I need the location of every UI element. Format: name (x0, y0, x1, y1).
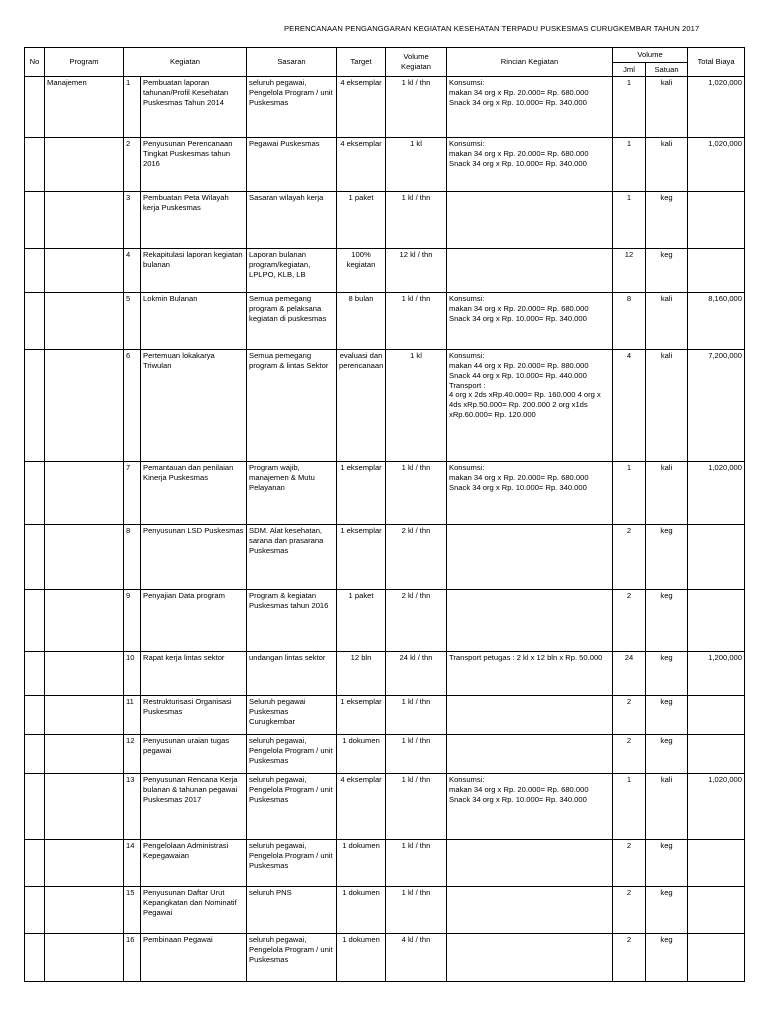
program-cell (45, 192, 124, 249)
sasaran-cell: Seluruh pegawai Puskesmas Curugkembar (247, 696, 337, 735)
total-biaya-cell (688, 696, 745, 735)
kegiatan-no-cell: 13 (124, 774, 141, 840)
satuan-cell: keg (646, 840, 688, 887)
total-biaya-cell (688, 735, 745, 774)
program-cell (45, 293, 124, 350)
row-no-cell (25, 696, 45, 735)
col-header-target: Target (337, 48, 386, 77)
row-no-cell (25, 462, 45, 525)
col-header-kegiatan: Kegiatan (124, 48, 247, 77)
jml-cell: 2 (613, 840, 646, 887)
kegiatan-no-cell: 16 (124, 934, 141, 982)
kegiatan-cell: Penyusunan Rencana Kerja bulanan & tahunan pegawai Puskesmas 2017 (141, 774, 247, 840)
table-row (25, 887, 745, 934)
sasaran-cell: Program & kegiatan Puskesmas tahun 2016 (247, 590, 337, 652)
row-no-cell (25, 293, 45, 350)
satuan-cell: keg (646, 696, 688, 735)
col-header-no: No (25, 48, 45, 77)
sasaran-cell: Semua pemegang program & lintas Sektor (247, 350, 337, 462)
volume-kegiatan-cell: 1 kl / thn (386, 735, 447, 774)
kegiatan-no-cell: 1 (124, 77, 141, 138)
rincian-cell (447, 525, 613, 590)
volume-kegiatan-cell: 24 kl / thn (386, 652, 447, 696)
volume-kegiatan-cell: 12 kl / thn (386, 249, 447, 293)
total-biaya-cell: 1,020,000 (688, 462, 745, 525)
table-row (25, 192, 745, 249)
total-biaya-cell (688, 525, 745, 590)
document-title: PERENCANAAN PENGANGGARAN KEGIATAN KESEHATAN TERPADU PUSKESMAS CURUGKEMBAR TAHUN 2017 (284, 24, 700, 33)
volume-kegiatan-cell: 1 kl / thn (386, 696, 447, 735)
row-no-cell (25, 77, 45, 138)
satuan-cell: kali (646, 462, 688, 525)
total-biaya-cell (688, 934, 745, 982)
volume-kegiatan-cell: 2 kl / thn (386, 590, 447, 652)
sasaran-cell: seluruh pegawai, Pengelola Program / unit Puskesmas (247, 774, 337, 840)
col-header-rincian: Rincian Kegiatan (447, 48, 613, 77)
jml-cell: 24 (613, 652, 646, 696)
volume-kegiatan-cell: 1 kl / thn (386, 77, 447, 138)
jml-cell: 12 (613, 249, 646, 293)
jml-cell: 1 (613, 77, 646, 138)
total-biaya-cell (688, 590, 745, 652)
table-row (25, 249, 745, 293)
jml-cell: 2 (613, 934, 646, 982)
kegiatan-no-cell: 10 (124, 652, 141, 696)
table-header (25, 48, 745, 77)
jml-cell: 2 (613, 590, 646, 652)
satuan-cell: keg (646, 735, 688, 774)
sasaran-cell: Sasaran wilayah kerja (247, 192, 337, 249)
col-header-program: Program (45, 48, 124, 77)
kegiatan-cell: Pengelolaan Administrasi Kepegawaian (141, 840, 247, 887)
jml-cell: 2 (613, 696, 646, 735)
kegiatan-cell: Lokmin Bulanan (141, 293, 247, 350)
row-no-cell (25, 735, 45, 774)
col-header-sasaran: Sasaran (247, 48, 337, 77)
target-cell: 1 paket (337, 590, 386, 652)
sasaran-cell: Laporan bulanan program/kegiatan, LPLPO, KLB, LB (247, 249, 337, 293)
kegiatan-cell: Penyusunan LSD Puskesmas (141, 525, 247, 590)
row-no-cell (25, 138, 45, 192)
total-biaya-cell: 1,020,000 (688, 77, 745, 138)
program-cell (45, 934, 124, 982)
target-cell: 100% kegiatan (337, 249, 386, 293)
row-no-cell (25, 350, 45, 462)
program-cell (45, 774, 124, 840)
kegiatan-cell: Penyusunan Perencanaan Tingkat Puskesmas tahun 2016 (141, 138, 247, 192)
row-no-cell (25, 525, 45, 590)
kegiatan-no-cell: 15 (124, 887, 141, 934)
kegiatan-cell: Pembuatan Peta Wilayah kerja Puskesmas (141, 192, 247, 249)
program-cell (45, 652, 124, 696)
kegiatan-no-cell: 6 (124, 350, 141, 462)
target-cell: 1 eksemplar (337, 696, 386, 735)
kegiatan-cell: Pertemuan lokakarya Triwulan (141, 350, 247, 462)
satuan-cell: keg (646, 525, 688, 590)
rincian-cell: Konsumsi: makan 34 org x Rp. 20.000= Rp. 680.000 Snack 34 org x Rp. 10.000= Rp. 340.000 (447, 293, 613, 350)
total-biaya-cell: 8,160,000 (688, 293, 745, 350)
sasaran-cell: undangan lintas sektor (247, 652, 337, 696)
table-row (25, 735, 745, 774)
table-body (25, 77, 745, 982)
col-header-volume: Volume (613, 48, 688, 63)
kegiatan-no-cell: 9 (124, 590, 141, 652)
satuan-cell: kali (646, 138, 688, 192)
volume-kegiatan-cell: 1 kl / thn (386, 192, 447, 249)
program-cell (45, 735, 124, 774)
jml-cell: 1 (613, 138, 646, 192)
sasaran-cell: seluruh PNS (247, 887, 337, 934)
volume-kegiatan-cell: 2 kl / thn (386, 525, 447, 590)
target-cell: 12 bln (337, 652, 386, 696)
volume-kegiatan-cell: 4 kl / thn (386, 934, 447, 982)
target-cell: 1 dokumen (337, 840, 386, 887)
table-row (25, 696, 745, 735)
rincian-cell (447, 590, 613, 652)
rincian-cell: Transport petugas : 2 kl x 12 bln x Rp. 50.000 (447, 652, 613, 696)
kegiatan-no-cell: 11 (124, 696, 141, 735)
jml-cell: 1 (613, 462, 646, 525)
total-biaya-cell: 7,200,000 (688, 350, 745, 462)
jml-cell: 1 (613, 774, 646, 840)
rincian-cell: Konsumsi: makan 34 org x Rp. 20.000= Rp. 680.000 Snack 34 org x Rp. 10.000= Rp. 340.000 (447, 77, 613, 138)
target-cell: 1 dokumen (337, 934, 386, 982)
table-row (25, 462, 745, 525)
table-row (25, 525, 745, 590)
sasaran-cell: Semua pemegang program & pelaksana kegiatan di puskesmas (247, 293, 337, 350)
target-cell: 1 eksemplar (337, 525, 386, 590)
satuan-cell: kali (646, 293, 688, 350)
kegiatan-cell: Restrukturisasi Organisasi Puskesmas (141, 696, 247, 735)
budget-table (24, 47, 745, 982)
total-biaya-cell (688, 192, 745, 249)
program-cell (45, 590, 124, 652)
row-no-cell (25, 840, 45, 887)
kegiatan-no-cell: 14 (124, 840, 141, 887)
total-biaya-cell (688, 887, 745, 934)
rincian-cell: Konsumsi: makan 34 org x Rp. 20.000= Rp. 680.000 Snack 34 org x Rp. 10.000= Rp. 340.000 (447, 138, 613, 192)
table-row (25, 77, 745, 138)
table-row (25, 840, 745, 887)
col-header-satuan: Satuan (646, 63, 688, 77)
satuan-cell: keg (646, 590, 688, 652)
program-cell (45, 249, 124, 293)
target-cell: 1 eksemplar (337, 462, 386, 525)
row-no-cell (25, 774, 45, 840)
program-cell (45, 525, 124, 590)
jml-cell: 8 (613, 293, 646, 350)
rincian-cell (447, 696, 613, 735)
rincian-cell: Konsumsi: makan 34 org x Rp. 20.000= Rp. 680.000 Snack 34 org x Rp. 10.000= Rp. 340.000 (447, 462, 613, 525)
total-biaya-cell (688, 249, 745, 293)
row-no-cell (25, 590, 45, 652)
target-cell: evaluasi dan perencanaan (337, 350, 386, 462)
volume-kegiatan-cell: 1 kl / thn (386, 840, 447, 887)
program-cell (45, 350, 124, 462)
table-row (25, 350, 745, 462)
kegiatan-cell: Pembinaan Pegawai (141, 934, 247, 982)
sasaran-cell: seluruh pegawai, Pengelola Program / unit Puskesmas (247, 77, 337, 138)
rincian-cell (447, 735, 613, 774)
jml-cell: 2 (613, 525, 646, 590)
sasaran-cell: Program wajib, manajemen & Mutu Pelayanan (247, 462, 337, 525)
table-row (25, 590, 745, 652)
jml-cell: 2 (613, 887, 646, 934)
volume-kegiatan-cell: 1 kl (386, 138, 447, 192)
rincian-cell (447, 249, 613, 293)
jml-cell: 1 (613, 192, 646, 249)
volume-kegiatan-cell: 1 kl / thn (386, 887, 447, 934)
satuan-cell: keg (646, 887, 688, 934)
table-row (25, 138, 745, 192)
kegiatan-cell: Rekapitulasi laporan kegiatan bulanan (141, 249, 247, 293)
satuan-cell: keg (646, 652, 688, 696)
satuan-cell: kali (646, 774, 688, 840)
table-row (25, 934, 745, 982)
row-no-cell (25, 192, 45, 249)
total-biaya-cell: 1,020,000 (688, 774, 745, 840)
volume-kegiatan-cell: 1 kl / thn (386, 462, 447, 525)
target-cell: 4 eksemplar (337, 138, 386, 192)
jml-cell: 2 (613, 735, 646, 774)
satuan-cell: kali (646, 77, 688, 138)
target-cell: 1 dokumen (337, 735, 386, 774)
col-header-jml: Jml (613, 63, 646, 77)
satuan-cell: keg (646, 934, 688, 982)
target-cell: 1 paket (337, 192, 386, 249)
kegiatan-cell: Penyusunan Daftar Urut Kepangkatan dan Nominatif Pegawai (141, 887, 247, 934)
kegiatan-no-cell: 3 (124, 192, 141, 249)
total-biaya-cell: 1,020,000 (688, 138, 745, 192)
total-biaya-cell: 1,200,000 (688, 652, 745, 696)
kegiatan-no-cell: 2 (124, 138, 141, 192)
program-cell (45, 462, 124, 525)
kegiatan-no-cell: 8 (124, 525, 141, 590)
program-cell (45, 840, 124, 887)
kegiatan-cell: Penyajian Data program (141, 590, 247, 652)
program-cell (45, 696, 124, 735)
kegiatan-no-cell: 12 (124, 735, 141, 774)
table-row (25, 774, 745, 840)
program-cell (45, 887, 124, 934)
program-cell (45, 138, 124, 192)
kegiatan-cell: Penyusunan uraian tugas pegawai (141, 735, 247, 774)
jml-cell: 4 (613, 350, 646, 462)
target-cell: 4 eksemplar (337, 77, 386, 138)
row-no-cell (25, 934, 45, 982)
total-biaya-cell (688, 840, 745, 887)
kegiatan-cell: Pemantauan dan penilaian Kinerja Puskesmas (141, 462, 247, 525)
target-cell: 8 bulan (337, 293, 386, 350)
row-no-cell (25, 887, 45, 934)
kegiatan-cell: Pembuatan laporan tahunan/Profil Kesehatan Puskesmas Tahun 2014 (141, 77, 247, 138)
col-header-total-biaya: Total Biaya (688, 48, 745, 77)
rincian-cell (447, 192, 613, 249)
rincian-cell (447, 934, 613, 982)
kegiatan-no-cell: 5 (124, 293, 141, 350)
col-header-volume-kegiatan: Volume Kegiatan (386, 48, 447, 77)
kegiatan-cell: Rapat kerja lintas sektor (141, 652, 247, 696)
volume-kegiatan-cell: 1 kl / thn (386, 774, 447, 840)
sasaran-cell: seluruh pegawai, Pengelola Program / unit Puskesmas (247, 934, 337, 982)
sasaran-cell: Pegawai Puskesmas (247, 138, 337, 192)
rincian-cell (447, 887, 613, 934)
rincian-cell: Konsumsi: makan 34 org x Rp. 20.000= Rp. 680.000 Snack 34 org x Rp. 10.000= Rp. 340.000 (447, 774, 613, 840)
sasaran-cell: seluruh pegawai, Pengelola Program / unit Puskesmas (247, 840, 337, 887)
target-cell: 1 dokumen (337, 887, 386, 934)
sasaran-cell: SDM. Alat kesehatan, sarana dan prasarana Puskesmas (247, 525, 337, 590)
volume-kegiatan-cell: 1 kl (386, 350, 447, 462)
target-cell: 4 eksemplar (337, 774, 386, 840)
kegiatan-no-cell: 7 (124, 462, 141, 525)
table-row (25, 652, 745, 696)
sasaran-cell: seluruh pegawai, Pengelola Program / unit Puskesmas (247, 735, 337, 774)
satuan-cell: keg (646, 192, 688, 249)
rincian-cell: Konsumsi: makan 44 org x Rp. 20.000= Rp. 880.000 Snack 44 org x Rp. 10.000= Rp. 440.000 Transport : 4 org x 2ds xRp.40.000= Rp. 160.000 4 org x 4ds xRp.50.000= Rp. 200.000 2 org x1ds xRp.60.000= Rp. 120.000 (447, 350, 613, 462)
volume-kegiatan-cell: 1 kl / thn (386, 293, 447, 350)
table-row (25, 293, 745, 350)
row-no-cell (25, 652, 45, 696)
row-no-cell (25, 249, 45, 293)
program-cell: Manajemen (45, 77, 124, 138)
satuan-cell: keg (646, 249, 688, 293)
kegiatan-no-cell: 4 (124, 249, 141, 293)
satuan-cell: kali (646, 350, 688, 462)
rincian-cell (447, 840, 613, 887)
